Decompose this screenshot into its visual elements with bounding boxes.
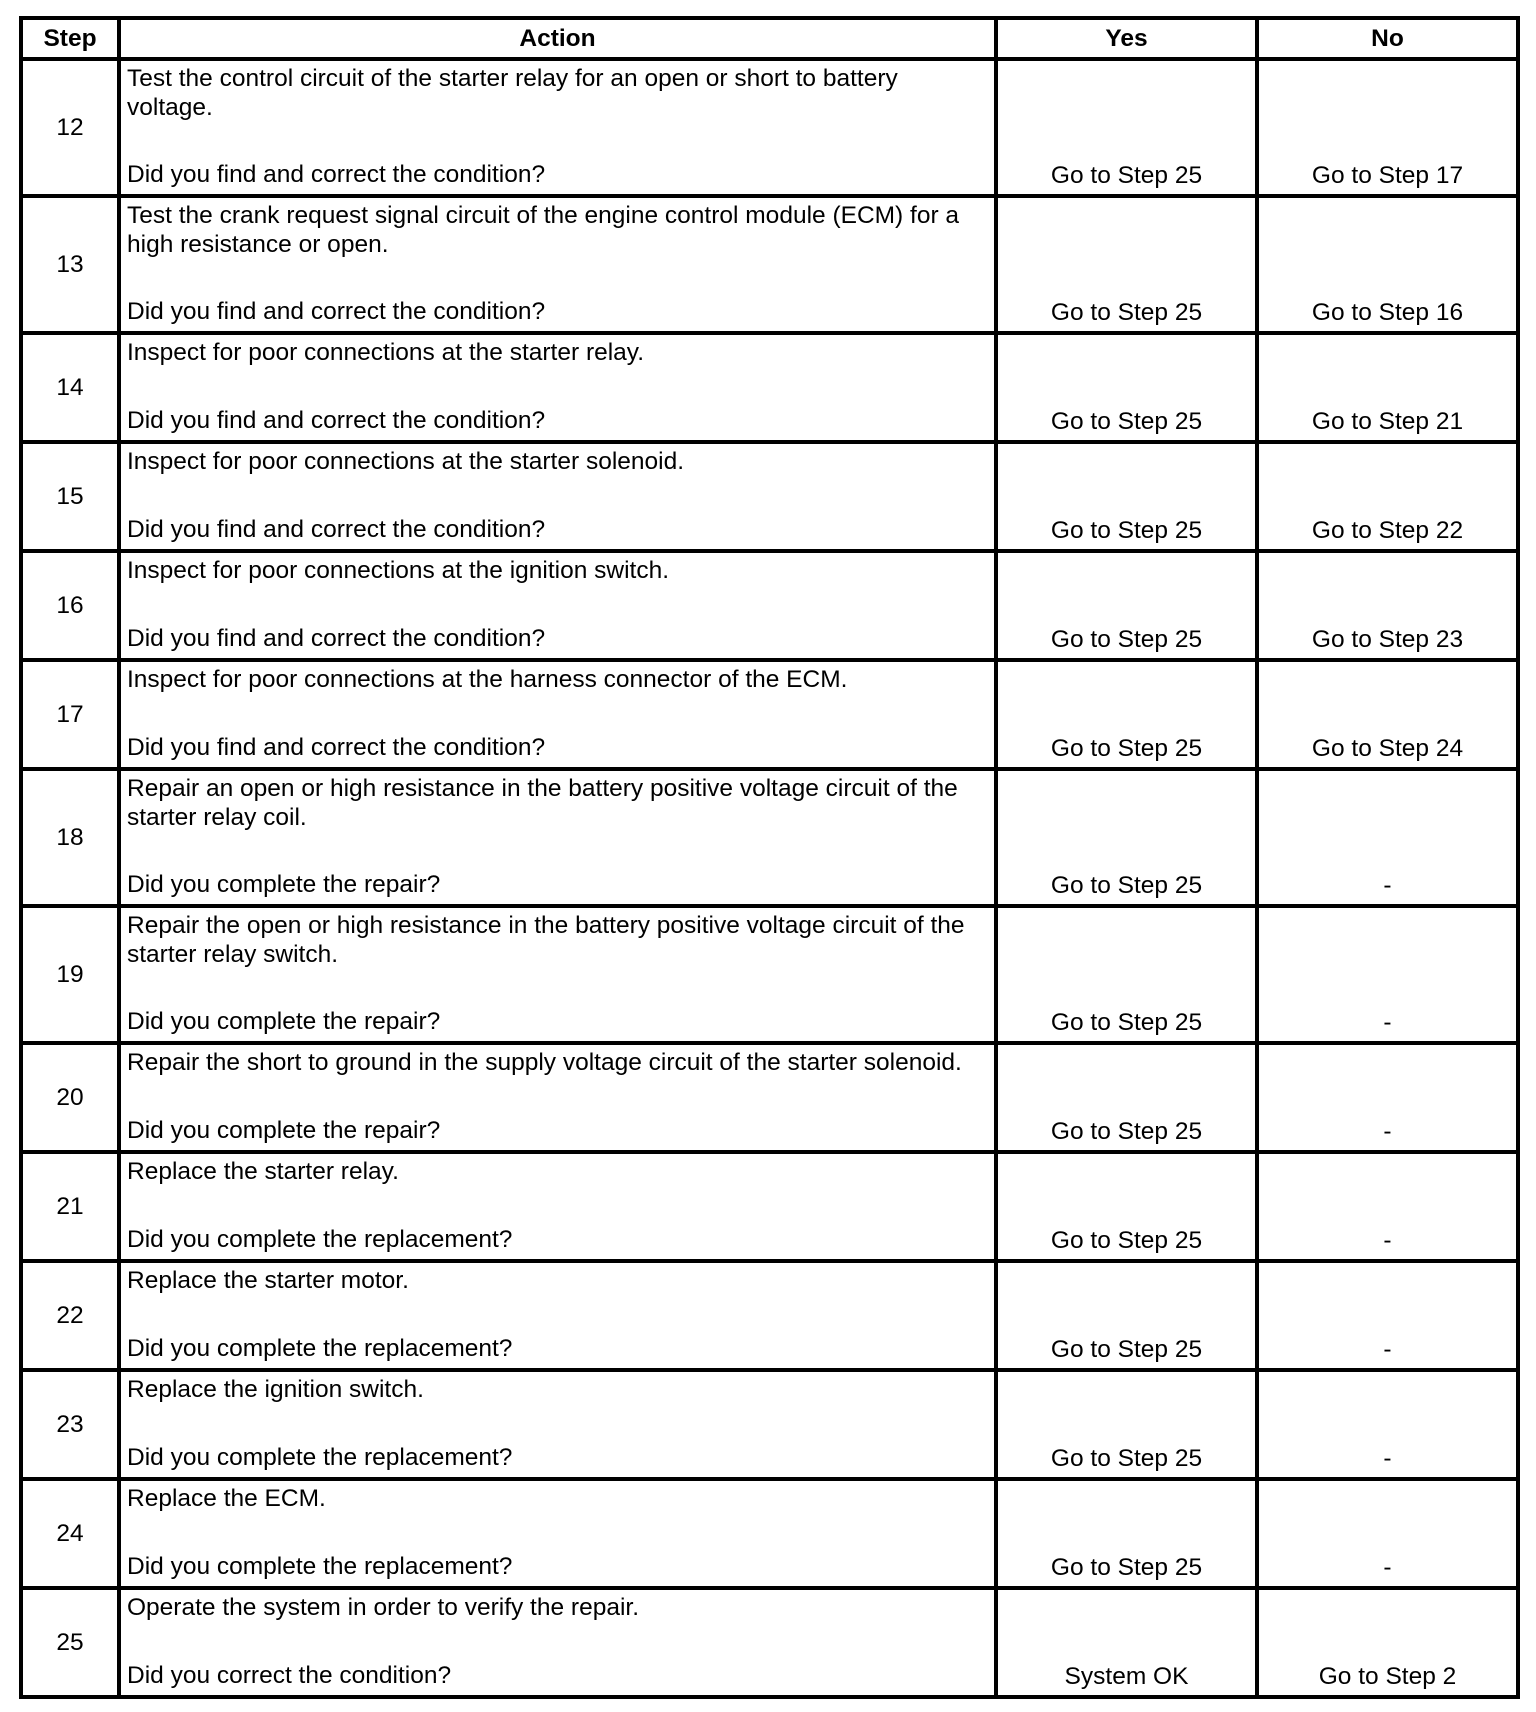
yes-result: Go to Step 25: [996, 1370, 1257, 1479]
action-question: Did you find and correct the condition?: [127, 625, 546, 652]
action-cell: [119, 660, 996, 769]
yes-result: Go to Step 25: [996, 333, 1257, 442]
no-result: Go to Step 16: [1257, 196, 1518, 333]
no-result: Go to Step 24: [1257, 660, 1518, 769]
action-cell: [119, 1370, 996, 1479]
action-content: [127, 662, 990, 763]
action-content: [127, 1045, 990, 1146]
no-result: -: [1257, 1370, 1518, 1479]
no-result: -: [1257, 1261, 1518, 1370]
action-cell: [119, 1152, 996, 1261]
action-cell: [119, 551, 996, 660]
yes-result: Go to Step 25: [996, 59, 1257, 196]
action-text: Repair the open or high resistance in the battery positive voltage circuit of the starter relay switch.: [127, 912, 965, 968]
table-body: [21, 59, 1518, 1697]
action-text: Repair an open or high resistance in the battery positive voltage circuit of the starter relay coil.: [127, 775, 958, 831]
step-number: 21: [21, 1152, 119, 1261]
step-number: 17: [21, 660, 119, 769]
yes-result: System OK: [996, 1588, 1257, 1697]
no-result: Go to Step 17: [1257, 59, 1518, 196]
action-question: Did you find and correct the condition?: [127, 734, 546, 761]
action-question: Did you complete the replacement?: [127, 1226, 513, 1253]
action-cell: [119, 769, 996, 906]
action-content: [127, 1590, 990, 1691]
table-row: [21, 1370, 1518, 1479]
no-result: Go to Step 21: [1257, 333, 1518, 442]
table-row: [21, 1043, 1518, 1152]
action-text: Replace the ECM.: [127, 1485, 326, 1512]
table-row: [21, 1588, 1518, 1697]
no-result: -: [1257, 906, 1518, 1043]
action-question: Did you find and correct the condition?: [127, 407, 546, 434]
action-cell: [119, 1261, 996, 1370]
no-result: Go to Step 2: [1257, 1588, 1518, 1697]
yes-result: Go to Step 25: [996, 442, 1257, 551]
action-content: [127, 1263, 990, 1364]
action-cell: [119, 59, 996, 196]
action-question: Did you complete the repair?: [127, 1008, 441, 1035]
action-content: [127, 61, 990, 190]
table-row: [21, 59, 1518, 196]
action-text: Inspect for poor connections at the starter solenoid.: [127, 448, 685, 475]
step-number: 14: [21, 333, 119, 442]
step-number: 25: [21, 1588, 119, 1697]
step-number: 24: [21, 1479, 119, 1588]
action-content: [127, 771, 990, 900]
yes-result: Go to Step 25: [996, 1479, 1257, 1588]
yes-result: Go to Step 25: [996, 1261, 1257, 1370]
action-text: Replace the starter relay.: [127, 1158, 399, 1185]
yes-result: Go to Step 25: [996, 1043, 1257, 1152]
action-cell: [119, 1588, 996, 1697]
header-step: Step: [21, 18, 119, 59]
step-number: 23: [21, 1370, 119, 1479]
step-number: 13: [21, 196, 119, 333]
action-content: [127, 1372, 990, 1473]
no-result: -: [1257, 1043, 1518, 1152]
step-number: 12: [21, 59, 119, 196]
action-content: [127, 335, 990, 436]
action-content: [127, 444, 990, 545]
action-text: Inspect for poor connections at the ignition switch.: [127, 557, 670, 584]
action-cell: [119, 333, 996, 442]
action-text: Test the control circuit of the starter relay for an open or short to battery voltage.: [127, 65, 898, 121]
action-content: [127, 553, 990, 654]
action-question: Did you correct the condition?: [127, 1662, 452, 1689]
table-row: [21, 1261, 1518, 1370]
action-question: Did you complete the replacement?: [127, 1444, 513, 1471]
action-text: Replace the ignition switch.: [127, 1376, 424, 1403]
action-question: Did you complete the repair?: [127, 1117, 441, 1144]
table-row: [21, 660, 1518, 769]
table-row: [21, 769, 1518, 906]
action-text: Inspect for poor connections at the harness connector of the ECM.: [127, 666, 848, 693]
no-result: Go to Step 22: [1257, 442, 1518, 551]
header-action: Action: [119, 18, 996, 59]
yes-result: Go to Step 25: [996, 196, 1257, 333]
step-number: 15: [21, 442, 119, 551]
no-result: Go to Step 23: [1257, 551, 1518, 660]
table-row: [21, 196, 1518, 333]
table-row: [21, 442, 1518, 551]
action-cell: [119, 906, 996, 1043]
step-number: 18: [21, 769, 119, 906]
action-text: Inspect for poor connections at the starter relay.: [127, 339, 645, 366]
action-question: Did you find and correct the condition?: [127, 516, 546, 543]
action-question: Did you find and correct the condition?: [127, 161, 546, 188]
diagnostic-table: [19, 16, 1520, 1699]
table-row: [21, 551, 1518, 660]
step-number: 16: [21, 551, 119, 660]
action-question: Did you complete the replacement?: [127, 1335, 513, 1362]
yes-result: Go to Step 25: [996, 551, 1257, 660]
action-cell: [119, 1043, 996, 1152]
action-content: [127, 198, 990, 327]
action-content: [127, 1154, 990, 1255]
step-number: 19: [21, 906, 119, 1043]
action-cell: [119, 1479, 996, 1588]
no-result: -: [1257, 1479, 1518, 1588]
header-no: No: [1257, 18, 1518, 59]
table-header: [21, 18, 1518, 59]
action-text: Test the crank request signal circuit of the engine control module (ECM) for a high resistance or open.: [127, 202, 960, 258]
action-question: Did you complete the repair?: [127, 871, 441, 898]
table-row: [21, 906, 1518, 1043]
no-result: -: [1257, 1152, 1518, 1261]
yes-result: Go to Step 25: [996, 660, 1257, 769]
action-content: [127, 1481, 990, 1582]
action-text: Repair the short to ground in the supply voltage circuit of the starter solenoid.: [127, 1049, 962, 1076]
header-yes: Yes: [996, 18, 1257, 59]
yes-result: Go to Step 25: [996, 1152, 1257, 1261]
step-number: 22: [21, 1261, 119, 1370]
action-question: Did you find and correct the condition?: [127, 298, 546, 325]
table-row: [21, 1479, 1518, 1588]
action-cell: [119, 196, 996, 333]
action-content: [127, 908, 990, 1037]
table-row: [21, 333, 1518, 442]
yes-result: Go to Step 25: [996, 769, 1257, 906]
yes-result: Go to Step 25: [996, 906, 1257, 1043]
no-result: -: [1257, 769, 1518, 906]
step-number: 20: [21, 1043, 119, 1152]
action-question: Did you complete the replacement?: [127, 1553, 513, 1580]
action-text: Operate the system in order to verify the repair.: [127, 1594, 640, 1621]
action-cell: [119, 442, 996, 551]
header-row: [21, 18, 1518, 59]
table-row: [21, 1152, 1518, 1261]
action-text: Replace the starter motor.: [127, 1267, 409, 1294]
